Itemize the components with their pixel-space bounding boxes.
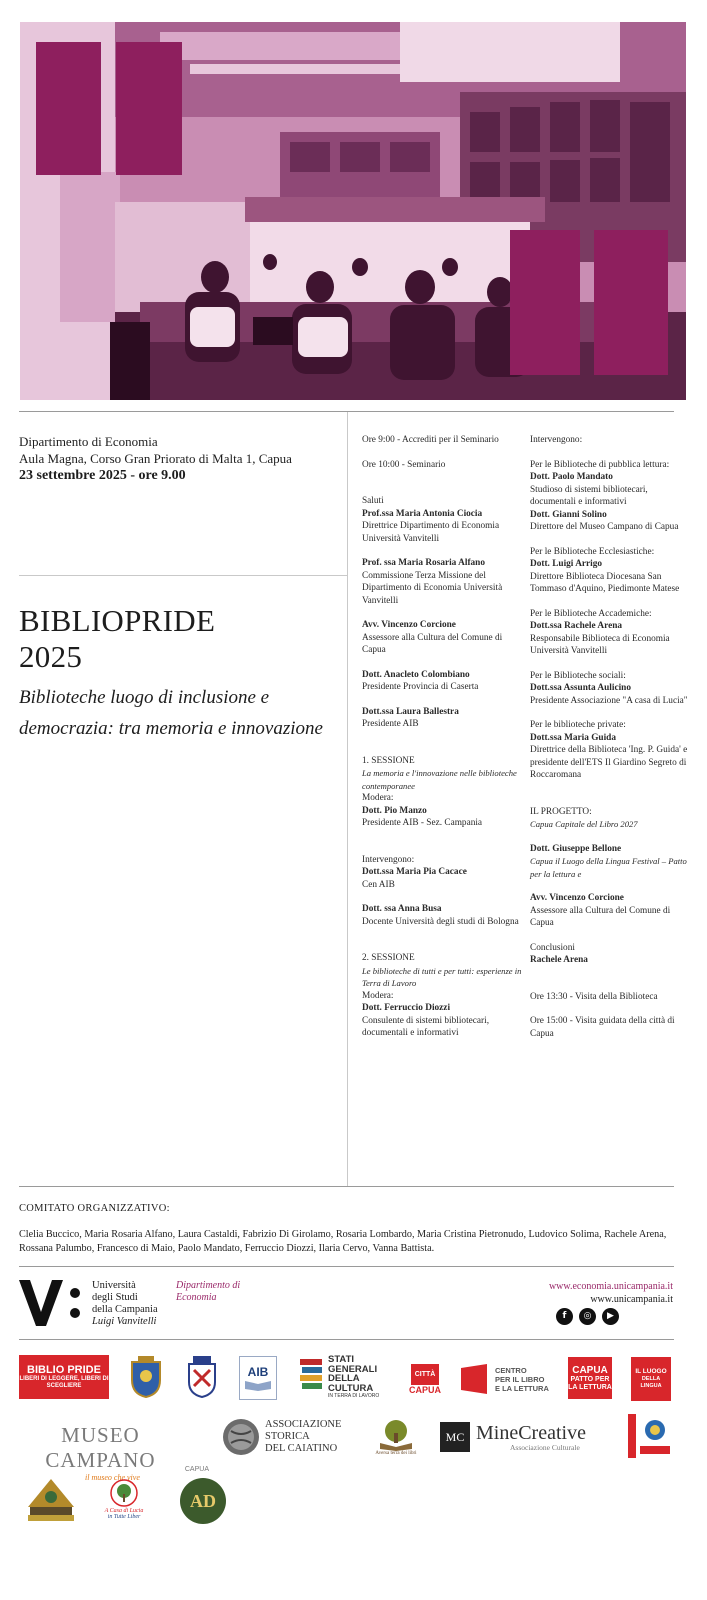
- citta-capua-logo: [406, 1357, 444, 1401]
- program-text: Presidente AIB: [362, 719, 419, 729]
- aib-book-icon: [243, 1379, 273, 1391]
- spacer: [362, 607, 522, 619]
- speaker-name: Dott. Luigi Arrigo: [530, 559, 603, 569]
- youtube-icon[interactable]: ▶: [602, 1308, 619, 1325]
- vanvitelli-logo-icon: [19, 1280, 85, 1331]
- bibliopride-logo: [19, 1355, 109, 1399]
- program-text: Per le biblioteche private:: [530, 720, 626, 730]
- aversa-terra-libri-logo: [370, 1414, 422, 1460]
- unicampania-website-link[interactable]: www.unicampania.it: [590, 1294, 673, 1305]
- archeoclub-logo-icon: [22, 1477, 80, 1523]
- spacer: [530, 794, 690, 806]
- venue-department: Dipartimento di Economia: [19, 434, 158, 449]
- social-links: [556, 1308, 619, 1325]
- event-date: 23 settembre 2025 - ore 9.00: [19, 468, 186, 483]
- speaker-name: Prof.ssa Maria Antonia Ciocia: [362, 508, 483, 519]
- program-text: Intervengono:: [530, 435, 583, 445]
- speaker-name: Dott. ssa Anna Busa: [362, 904, 442, 914]
- spacer: [362, 743, 522, 755]
- spacer: [530, 1003, 690, 1015]
- ad-association-logo: [180, 1478, 226, 1524]
- university-name-line-4: Luigi Vanvitelli: [92, 1316, 157, 1327]
- centro-libro-mark-icon: [461, 1364, 491, 1394]
- program-text: Modera:: [362, 793, 394, 803]
- spacer: [362, 830, 522, 842]
- spacer: [362, 447, 522, 459]
- program-text: Assessore alla Cultura del Comune di Capua: [530, 905, 671, 928]
- session-topic: Capua il Luogo della Lingua Festival – Patto per la lettura e: [530, 856, 687, 879]
- spacer: [362, 928, 522, 940]
- footer-rule: [19, 1266, 674, 1267]
- stati-generali-line-3: DELLA: [328, 1373, 360, 1384]
- speaker-name: Dott. Pio Manzo: [362, 805, 427, 816]
- provincia-caserta-crest-icon: [130, 1356, 162, 1398]
- minecreative-name: MineCreative: [476, 1421, 586, 1444]
- centro-libro-line-1: CENTRO: [495, 1365, 527, 1375]
- program-text: IL PROGETTO:: [530, 806, 592, 817]
- stati-generali-logo: [300, 1355, 385, 1399]
- venue-block: [19, 433, 349, 484]
- university-name-line-1: Università: [92, 1280, 136, 1291]
- event-title: [19, 603, 215, 675]
- program-text: Ore 13:30 - Visita della Biblioteca: [530, 991, 658, 1002]
- storica-line-3: DEL CAIATINO: [265, 1443, 338, 1454]
- committee-rule: [19, 1186, 674, 1187]
- patto-line-2: PATTO PER: [570, 1375, 610, 1383]
- column-divider: [347, 412, 348, 1186]
- program-text: Commissione Terza Missione del Dipartimento di Economia Università Vanvitelli: [362, 570, 503, 606]
- program-text: Per le Biblioteche di pubblica lettura:: [530, 459, 670, 470]
- program-text: 1. SESSIONE: [362, 755, 415, 766]
- program-text: Per le Biblioteche Ecclesiastiche:: [530, 546, 655, 557]
- venue-address: Aula Magna, Corso Gran Priorato di Malta 1, Capua: [19, 451, 292, 466]
- university-name: [92, 1280, 158, 1328]
- program-column-b: [530, 434, 690, 1040]
- centro-libro-logo: [461, 1362, 553, 1396]
- spacer: [530, 707, 690, 719]
- program-text: Assessore alla Cultura del Comune di Capua: [362, 632, 503, 655]
- spacer: [362, 940, 522, 952]
- instagram-icon[interactable]: ◎: [579, 1308, 596, 1325]
- program-text: Intervengono:: [362, 854, 415, 865]
- program-text: Saluti: [362, 496, 384, 506]
- bibliopride-logo-text: BIBLIO PRIDE: [27, 1364, 101, 1376]
- speaker-name: Avv. Vincenzo Corcione: [362, 620, 456, 630]
- spacer: [530, 967, 690, 979]
- program-text: Responsabile Biblioteca di Economia Università Vanvitelli: [530, 633, 670, 656]
- patto-line-1: CAPUA: [572, 1364, 608, 1376]
- logos-rule: [19, 1339, 674, 1340]
- program-text: Presidente Associazione "A casa di Lucia": [530, 695, 688, 706]
- session-topic: La memoria e l'innovazione nelle biblioteche contemporanee: [362, 768, 517, 791]
- program-text: Presidente AIB - Sez. Campania: [362, 818, 483, 828]
- spacer: [530, 831, 690, 843]
- spacer: [362, 694, 522, 706]
- patto-line-3: LA LETTURA: [568, 1383, 612, 1391]
- storica-line-2: STORICA: [265, 1431, 310, 1442]
- program-text: Studioso di sistemi bibliotecari, documentali e informativi: [530, 484, 648, 507]
- casa-lucia-line-2: in Tutte Liber: [107, 1514, 141, 1520]
- storica-globe-icon: [221, 1417, 261, 1457]
- program-text: 2. SESSIONE: [362, 953, 415, 963]
- hero-photo: [20, 22, 686, 400]
- luogo-line-2: DELLA LINGUA: [640, 1376, 662, 1389]
- speaker-name: Dott. Anacleto Colombiano: [362, 669, 470, 680]
- bibliopride-logo-tagline: LIBERI DI LEGGERE, LIBERI DI SCEGLIERE: [19, 1376, 109, 1389]
- citta-capua-badge: CITTÀ: [411, 1364, 440, 1385]
- storica-line-1: ASSOCIAZIONE: [265, 1419, 342, 1430]
- associazione-storica-logo: [221, 1415, 353, 1459]
- speaker-name: Dott.ssa Maria Pia Cacace: [362, 867, 467, 877]
- speaker-name: Dott. Ferruccio Diozzi: [362, 1003, 451, 1013]
- program-text: Ore 15:00 - Visita guidata della città di Capua: [530, 1016, 675, 1039]
- program-text: Direttore Biblioteca Diocesana San Tommaso d'Aquino, Piedimonte Matese: [530, 571, 680, 594]
- program-text: Modera:: [362, 990, 394, 1001]
- committee-members: Clelia Buccico, Maria Rosaria Alfano, Laura Castaldi, Fabrizio Di Girolamo, Rosaria Lombardo, Maria Cristina Pietronudo, Ludovico Solima, Rachele Arena, Rossana Palumbo, Francesco di Maio, Paolo Mandato, Ferruccio Diozzi, Ilaria Cervo, Vanna Battista.: [19, 1229, 667, 1254]
- program-text: Per le Biblioteche sociali:: [530, 670, 626, 681]
- website-links: [549, 1280, 673, 1306]
- centro-libro-line-2: PER IL LIBRO: [495, 1374, 545, 1384]
- aversa-logo-text: Aversa terra dei libri: [375, 1450, 417, 1456]
- session-topic: Capua Capitale del Libro 2027: [530, 819, 638, 829]
- program-text: Docente Università degli studi di Bologna: [362, 916, 519, 927]
- aib-logo: [239, 1356, 277, 1400]
- centro-libro-line-3: E LA LETTURA: [495, 1383, 549, 1393]
- spacer: [362, 657, 522, 669]
- stati-generali-line-4: CULTURA: [328, 1382, 374, 1394]
- university-name-line-3: della Campania: [92, 1304, 158, 1315]
- stati-generali-sub: IN TERRA DI LAVORO: [328, 1393, 380, 1399]
- stati-generali-books-icon: [300, 1357, 324, 1397]
- spacer: [362, 471, 522, 483]
- citta-capua-text: CAPUA: [408, 1384, 441, 1395]
- title-line-1: BIBLIOPRIDE: [19, 603, 216, 638]
- spacer: [530, 782, 690, 794]
- speaker-name: Dott.ssa Assunta Aulicino: [530, 683, 631, 693]
- session-topic: Le biblioteche di tutti e per tutti: esperienze in Terra di Lavoro: [362, 965, 522, 988]
- committee-heading: COMITATO ORGANIZZATIVO:: [19, 1203, 170, 1214]
- spacer: [362, 891, 522, 903]
- museo-campano-tagline: il museo che vive: [85, 1473, 140, 1482]
- comune-capua-crest-icon: [186, 1356, 218, 1398]
- program-text: Direttrice della Biblioteca 'Ing. P. Guida' e presidente dell'ETS Il Giardino Segreto di Roccaromana: [530, 745, 688, 780]
- program-text: Direttrice Dipartimento di Economia Università Vanvitelli: [362, 521, 500, 544]
- program-column-a: [362, 434, 522, 1040]
- stati-generali-line-2: GENERALI: [328, 1363, 378, 1375]
- ad-logo-text: AD: [190, 1490, 216, 1511]
- left-rule: [19, 575, 347, 576]
- speaker-name: Dott. Gianni Solino: [530, 509, 607, 520]
- casa-lucia-line-1: A Casa di Lucia: [104, 1508, 144, 1514]
- spacer: [530, 930, 690, 942]
- minecreative-logo: [440, 1420, 615, 1454]
- event-subtitle: Biblioteche luogo di inclusione e democrazia: tra memoria e innovazione: [19, 687, 323, 739]
- spacer: [362, 483, 522, 495]
- luogo-line-1: IL LUOGO: [635, 1368, 667, 1375]
- spacer: [362, 545, 522, 557]
- museo-campano-logo: [19, 1423, 209, 1482]
- museo-campano-city: CAPUA: [184, 1466, 209, 1473]
- speaker-name: Dott.ssa Laura Ballestra: [362, 706, 459, 717]
- program-text: Ore 9:00 - Accrediti per il Seminario: [362, 435, 499, 445]
- spacer: [530, 534, 690, 546]
- department-label-line-1: Dipartimento di: [176, 1280, 241, 1291]
- economia-website-link[interactable]: www.economia.unicampania.it: [548, 1281, 673, 1292]
- spacer: [362, 842, 522, 854]
- program-text: Ore 10:00 - Seminario: [362, 459, 446, 470]
- program-text: Presidente Provincia di Caserta: [362, 682, 479, 692]
- casa-lucia-logo: [98, 1473, 150, 1525]
- casa-lucia-tree-icon: [105, 1478, 143, 1508]
- facebook-icon[interactable]: f: [556, 1308, 573, 1325]
- program-text: Conclusioni: [530, 942, 575, 953]
- spacer: [530, 880, 690, 892]
- program-text: Per le Biblioteche Accademiche:: [530, 608, 652, 619]
- department-label: [176, 1280, 240, 1304]
- program-text: Cen AIB: [362, 879, 395, 890]
- speaker-name: Prof. ssa Maria Rosaria Alfano: [362, 558, 486, 568]
- department-label-line-2: Economia: [176, 1292, 217, 1303]
- spacer: [530, 596, 690, 608]
- minecreative-tagline: Associazione Culturale: [510, 1442, 580, 1452]
- spacer: [530, 658, 690, 670]
- spacer: [530, 447, 690, 459]
- speaker-name: Dott. Giuseppe Bellone: [530, 843, 622, 854]
- speaker-name: Dott. Paolo Mandato: [530, 472, 613, 482]
- minecreative-mark-icon: MC: [440, 1422, 470, 1452]
- title-line-2: 2025: [19, 639, 83, 674]
- stati-generali-line-1: STATI: [328, 1354, 355, 1365]
- program-text: Consulente di sistemi bibliotecari, documentali e informativi: [362, 1015, 490, 1038]
- aversa-book-tree-icon: [378, 1419, 414, 1451]
- spacer: [530, 979, 690, 991]
- spacer: [362, 731, 522, 743]
- program-text: Direttore del Museo Campano di Capua: [530, 522, 679, 532]
- aib-logo-text: AIB: [247, 1365, 269, 1379]
- university-name-line-2: degli Studi: [92, 1292, 138, 1303]
- luogo-lingua-logo: [631, 1357, 671, 1401]
- capua-patto-lettura-logo: [568, 1357, 612, 1399]
- speaker-name: Rachele Arena: [530, 955, 588, 965]
- museo-campano-text: MUSEO CAMPANO: [45, 1423, 156, 1472]
- speaker-name: Dott.ssa Rachele Arena: [530, 621, 623, 631]
- speaker-name: Dott.ssa Maria Guida: [530, 732, 616, 743]
- speaker-name: Avv. Vincenzo Corcione: [530, 893, 624, 903]
- museo-tecnologia-logo-icon: [628, 1414, 672, 1458]
